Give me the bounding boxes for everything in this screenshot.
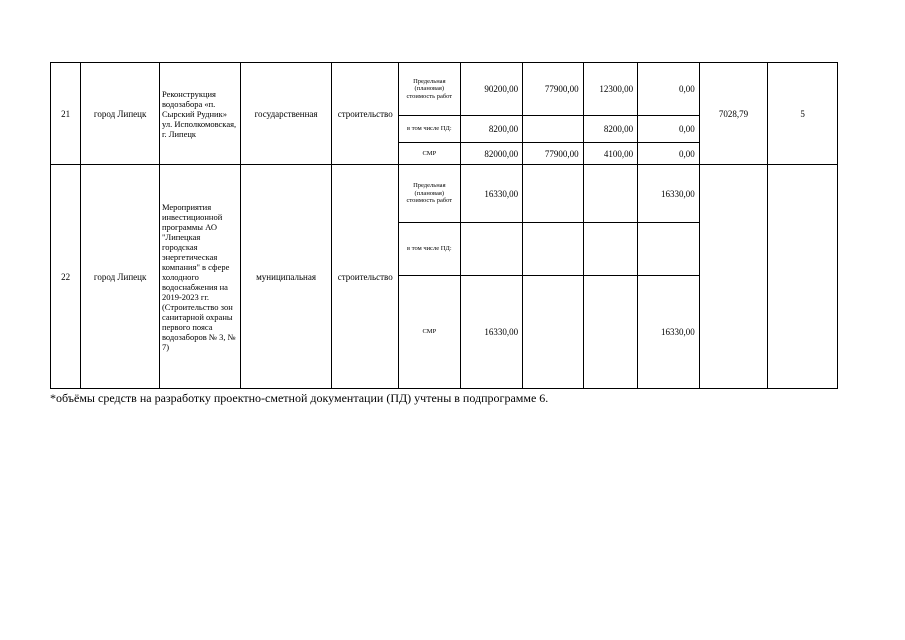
cost-type-label: в том числе ПД: — [399, 223, 461, 276]
value-cell: 4100,00 — [583, 143, 637, 165]
cost-type-label: Предельная (плановая) стоимость работ — [399, 63, 461, 116]
value-cell: 90200,00 — [460, 63, 523, 116]
table-row — [51, 165, 838, 223]
cost-type-label: в том числе ПД: — [399, 116, 461, 143]
cost-type-label: СМР — [399, 276, 461, 389]
value-cell — [583, 165, 637, 223]
value-cell: 77900,00 — [523, 143, 584, 165]
value-cell — [638, 223, 700, 276]
table-row — [51, 63, 838, 116]
row-number: 22 — [51, 165, 81, 389]
cost-type-label: Предельная (плановая) стоимость работ — [399, 165, 461, 223]
object-name: Реконструкция водозабора «п. Сырский Рудник» ул. Исполкомовская, г. Липецк — [159, 63, 240, 165]
value-cell: 82000,00 — [460, 143, 523, 165]
value-cell: 8200,00 — [583, 116, 637, 143]
value-cell: 16330,00 — [638, 276, 700, 389]
object-name: Мероприятия инвестиционной программы АО "Липецкая городская энергетическая компания" в сфере холодного водоснабжения на 2019-2023 гг. (Строительство зон санитарной охраны первого пояса водозаборов № 3, № 7) — [159, 165, 240, 389]
value-cell — [523, 223, 584, 276]
value-cell — [583, 223, 637, 276]
extra-value-cell — [699, 165, 768, 389]
value-cell — [460, 223, 523, 276]
value-cell — [523, 165, 584, 223]
value-cell — [523, 116, 584, 143]
extra-value-cell: 7028,79 — [699, 63, 768, 165]
value-cell: 16330,00 — [460, 165, 523, 223]
extra-value-cell — [768, 165, 838, 389]
footnote: *объёмы средств на разработку проектно-сметной документации (ПД) учтены в подпрограмме 6. — [50, 391, 549, 405]
value-cell — [583, 276, 637, 389]
value-cell: 8200,00 — [460, 116, 523, 143]
city-cell: город Липецк — [81, 165, 160, 389]
city-cell: город Липецк — [81, 63, 160, 165]
value-cell — [523, 276, 584, 389]
work-type-cell: строительство — [332, 63, 399, 165]
value-cell: 16330,00 — [460, 276, 523, 389]
row-number: 21 — [51, 63, 81, 165]
value-cell: 0,00 — [638, 116, 700, 143]
value-cell: 0,00 — [638, 143, 700, 165]
ownership-cell: муниципальная — [240, 165, 332, 389]
cost-type-label: СМР — [399, 143, 461, 165]
value-cell: 16330,00 — [638, 165, 700, 223]
value-cell: 0,00 — [638, 63, 700, 116]
investment-table — [50, 62, 838, 389]
ownership-cell: государственная — [240, 63, 332, 165]
work-type-cell: строительство — [332, 165, 399, 389]
value-cell: 77900,00 — [523, 63, 584, 116]
value-cell: 12300,00 — [583, 63, 637, 116]
extra-value-cell: 5 — [768, 63, 838, 165]
